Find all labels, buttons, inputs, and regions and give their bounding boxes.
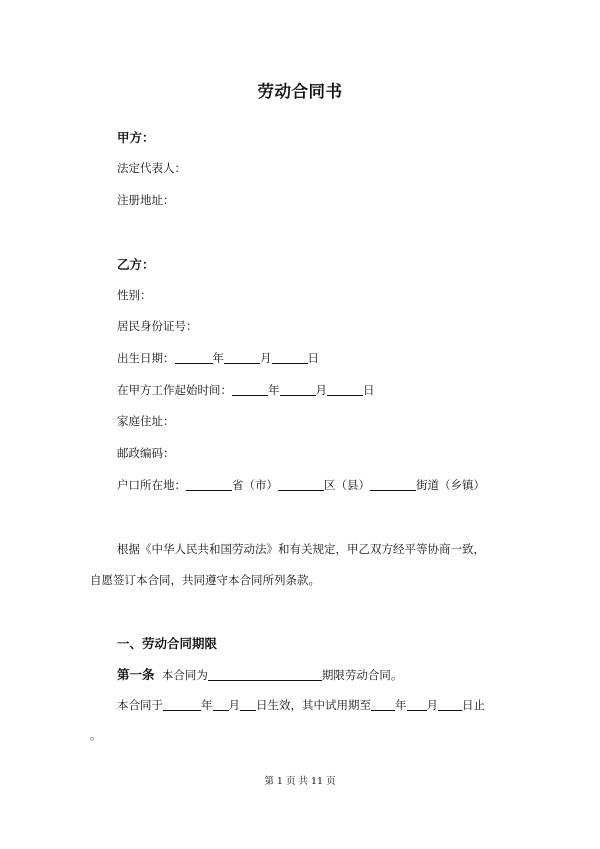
- legal-rep-label: 法定代表人：: [117, 161, 186, 175]
- preamble-line-1: 根据《中华人民共和国劳动法》和有关规定，甲乙双方经平等协商一致，: [117, 542, 485, 556]
- section-1-heading: 一、劳动合同期限: [117, 636, 218, 651]
- start-date-line: [117, 382, 375, 398]
- article-1-line: [117, 665, 402, 683]
- hukou-street-blank: [370, 478, 416, 491]
- probation-day-blank: [438, 698, 462, 711]
- start-year-blank: [232, 383, 268, 396]
- document-title: 劳动合同书: [257, 82, 343, 101]
- id-number-label: 居民身份证号：: [117, 319, 198, 333]
- article-1-pre: 本合同为: [161, 668, 208, 682]
- party-b-heading: 乙方：: [117, 257, 155, 272]
- hukou-district-text: 区（县）: [324, 478, 370, 492]
- postal-code-label: 邮政编码：: [117, 446, 175, 460]
- contract-type-blank: [208, 668, 322, 681]
- birth-day-blank: [272, 351, 308, 364]
- start-year-unit: 年: [268, 383, 280, 397]
- birth-date-label: 出生日期：: [117, 351, 175, 365]
- term-mid: 日生效，其中试用期至: [256, 698, 371, 712]
- birth-day-unit: 日: [307, 351, 319, 365]
- probation-month-unit: 月: [426, 698, 438, 712]
- term-line: [117, 697, 485, 713]
- hukou-street-text: 街道（乡镇）: [416, 478, 485, 492]
- start-month-unit: 月: [315, 383, 327, 397]
- article-1-post: 期限劳动合同。: [321, 668, 403, 682]
- page-footer: 第 1 页 共 11 页: [264, 776, 336, 787]
- home-address-label: 家庭住址：: [117, 414, 175, 428]
- preamble-line-2: 自愿签订本合同，共同遵守本合同所列条款。: [90, 573, 320, 587]
- hukou-line: [117, 477, 485, 493]
- article-1-label: 第一条: [117, 667, 155, 682]
- gender-label: 性别：: [117, 288, 152, 302]
- effective-month-unit: 月: [228, 698, 240, 712]
- start-date-label: 在甲方工作起始时间：: [117, 383, 232, 397]
- probation-month-blank: [407, 698, 427, 711]
- birth-month-unit: 月: [260, 351, 272, 365]
- birth-date-line: [117, 350, 319, 366]
- hukou-province-blank: [186, 478, 232, 491]
- probation-year-blank: [371, 698, 395, 711]
- term-pre: 本合同于: [117, 698, 163, 712]
- probation-year-unit: 年: [395, 698, 407, 712]
- term-tail: 。: [90, 728, 102, 742]
- effective-day-blank: [240, 698, 256, 711]
- start-day-unit: 日: [363, 383, 375, 397]
- birth-year-blank: [175, 351, 213, 364]
- reg-address-label: 注册地址：: [117, 193, 175, 207]
- birth-year-unit: 年: [212, 351, 224, 365]
- party-a-heading: 甲方：: [117, 130, 155, 145]
- effective-month-blank: [213, 698, 229, 711]
- term-end: 日止: [462, 698, 485, 712]
- hukou-district-blank: [278, 478, 324, 491]
- hukou-label: 户口所在地：: [117, 478, 186, 492]
- effective-year-unit: 年: [201, 698, 213, 712]
- hukou-province-text: 省（市）: [232, 478, 278, 492]
- start-day-blank: [327, 383, 363, 396]
- birth-month-blank: [224, 351, 260, 364]
- effective-year-blank: [163, 698, 201, 711]
- start-month-blank: [280, 383, 316, 396]
